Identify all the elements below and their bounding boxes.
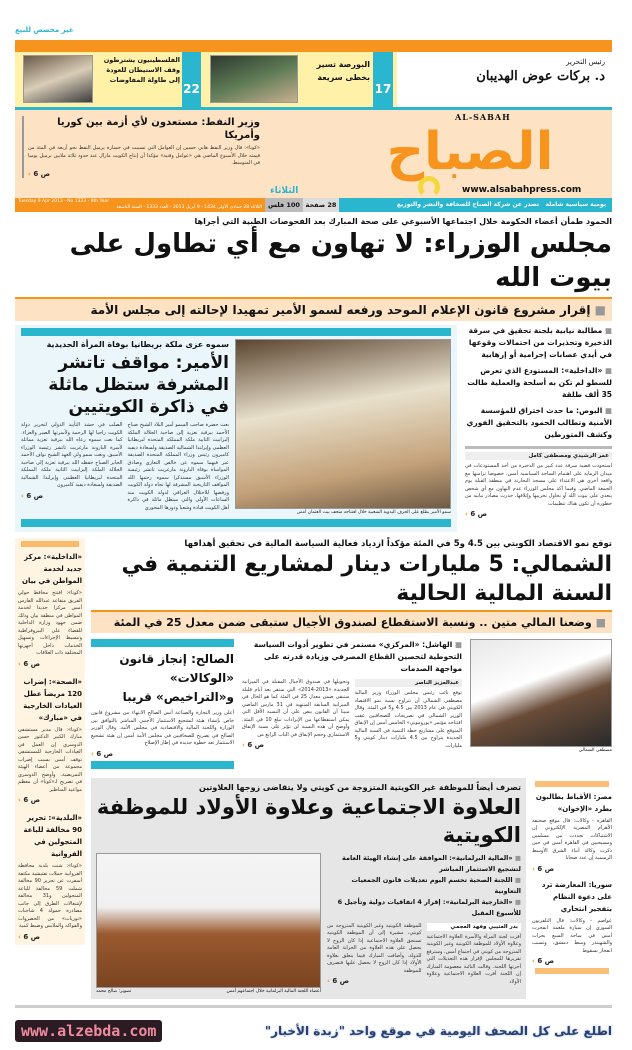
editor-name: د. بركات عوض الهديبان — [476, 69, 605, 84]
committee-photo-block — [96, 853, 321, 995]
hashel-headline[interactable]: ■ الهاشل: «المركزي» مستمر في تطوير أدوات السياسة التحوطية لتحصين القطاع المصرفي وزيادة قدرته على مواجهة الصدمات — [242, 639, 462, 675]
tagline-strip — [339, 198, 612, 212]
allowance-body-col1: أقرت لجنة المرأة والأسرة العلاوة الاجتماعية وعلاوة الأولاد للموظفة الكويتية وغير الكويتية المتزوجة من كويتي في اجتماع أمس، وسترفع تقريرها للمجلس لإقرار هذه التعديلات التي أجرتها اللجنة. وقالت النائبة معصومة المبارك إن اللجنة أقرت العلاوة الاجتماعية وعلاوة الأولاد — [426, 933, 521, 985]
economy-body-col2: وتحويلها في صندوق الأجيال المقبلة في الميزانية الجديدة «2013-2014» التي ستقر بعد أيام قليلة ستبقى ضمن معدل 25 في المئة كما هو الحال في الميزانية السابقة المنتهية في 31 مارس الماضي مبينا أن القانون ينص على أن النسبة الأقل التي يمكن استقطاعها من الإيرادات تبلغ 10 في المئة. وأوضح أن هذه النسبة لن تؤثر على نسبة الإنفاق الاستثماري وحجم الإنفاق في الباب الرابع من — [242, 679, 350, 738]
ammo-byline: عمر الرشيدي ومصطفى كامل — [465, 452, 612, 460]
amir-body-col1: بعث حضرة صاحب السمو أمير البلاد الشيخ صباح الأحمد ببرقية تعزية إلى صاحبة الجلالة الملكة إليزابيث الثانية ملكة المملكة المتحدة لبريطانيا العظمى وإيرلندا الشمالية الصديقة ولسعادة ديفيد كاميرون رئيس وزراء المملكة المتحدة الصديقة عبر فيهما سموه عن خالص التعازي وصادق المواساة بوفاة البارونة مارغريت تاتشر رئيسة الوزراء الأسبق مستذكرا سموه رحمها الله المواقف التاريخية المشرفة لها تجاه دولة الكويت ورفضها للاحتلال العراقي لدولة الكويت منذ الساعات الأولى والتي ستظل ماثلة في ذاكرة أهل الكويت قيادة وشعبا ودورها المحوري — [127, 422, 229, 511]
date-arabic: الثلاثاء 28 جمادى الأولى 1434 - 9 أبريل 2013 - العدد 1333 - السنة التاسعة — [116, 205, 262, 210]
shamali-caption: مصطفى الشمالي — [578, 748, 612, 753]
allowance-body-col2: للموظفة الكويتية وغير الكويتية المتزوجة من كويتي، مشيرة إلى أن الموظفة الكويتية تستحق العلاوة الاجتماعية إذا كان الزوج لا يحصل على هذه العلاوة من الخزانة العامة للدولة. وأضافت المبارك فيما يتعلق بعلاوة الأولاد إذا كان الزوج لا يحصل عليها فتصرف للموظفة — [327, 922, 422, 974]
brief-title: مصر: الأقباط يطالبون بطرد «الإخوان» — [535, 792, 612, 813]
economy-kicker: توقع نمو الاقتصاد الكويتي بين 4.5 و5 في المئة مؤكداً ازدياد فعالية السياسة المالية في تحقيق أهدافها — [184, 539, 612, 549]
lead-kicker: الحمود طمأن أعضاء الحكومة خلال اجتماعها الأسبوعي على صحة المبارك بعد الفحوصات الطبية التي أجراها — [194, 217, 612, 226]
bullet-item[interactable]: ■ «الداخلية»: المستودع الذي تعرض للسطو لم تكن به أسلحة والعملية طالت 35 ألف طلقة — [465, 365, 612, 401]
teaser-page-number: 17 — [373, 52, 393, 107]
bullet-item[interactable]: ■ البوص: ما حدث اختراق للمؤسسة الأمنية وتطالب الحمود بالتحقيق الفوري وكشف المتورطين — [465, 405, 612, 441]
orange-tab — [535, 781, 609, 787]
allowance-col2-wrap — [327, 923, 422, 986]
oil-story[interactable] — [22, 116, 260, 178]
brief-body: «كونا»: شنت بلدية محافظة الفروانية حملات تفتيشية مكثفة أسفرت عن تحرير 90 مخالفة شملت 59 مخالفة للباعة المتجولين و31 مخالفة لإشغالات الطرق إلى جانب مصادرة حمولة 4 شاحنات «نوريات» من الخضروات والفواكه والملابس وضبط كمية — [18, 863, 82, 929]
amir-body-columns — [21, 422, 229, 512]
oil-headline: وزير النفط: مستعدون لأي أزمة بين كوريا وأمريكا — [57, 117, 260, 141]
bourse-photo — [210, 55, 298, 103]
teal-bar — [21, 328, 451, 336]
left-column — [15, 538, 85, 945]
price: 100 فلس — [265, 198, 303, 212]
more-link[interactable]: ص 6 › — [327, 977, 422, 985]
weekday: الثلاثاء — [270, 186, 299, 196]
brief-title: سوريا: المعارضة ترد على دعوة النظام بتفجير انتحاري — [541, 880, 612, 913]
allowance-kicker: تصرف أيضاً للموظفة غير الكويتية المتزوجة من كويتي ولا يتقاضى زوجها العلاوتين — [198, 782, 521, 792]
footer-promo: اطلع على كل الصحف اليومية في موقع واحد "زبدة الأخبار" — [264, 1023, 612, 1038]
top-orange-bar — [15, 40, 612, 52]
economy-body-col1: توقع نائب رئيس مجلس الوزراء وزير المالية مصطفى الشمالي أن تتراوح نسبة نمو الاقتصاد الكويتي في عام 2013 بين 4.5 و5 في المئة. وقال الوزير الشمالي في تصريحات للصحافيين عقب افتتاحه مؤتمر «يوروموني» الخامس أمس إن الإنفاق المتوقع على مشاريع خطة التنمية في السنة المالية الجديدة يتراوح بين 4.5 مليارات دينار كويتي و5 مليارات. — [354, 690, 462, 749]
ammo-column — [465, 325, 612, 518]
divider — [465, 446, 612, 449]
amir-photo-block — [235, 339, 451, 516]
amir-photo — [235, 339, 451, 509]
not-for-sale-label: غير مخصص للبيع — [15, 26, 74, 34]
right-brief[interactable] — [532, 791, 612, 873]
brief-body: عواصم - وكالات: قال التلفزيون السوري إن سيارة ملغمة انفجرت أمس في ساحة السبع بحرات والشهبندر وسط دمشق، وتسبب انفجار بسقوط — [532, 917, 612, 954]
orange-tab — [21, 541, 79, 547]
left-brief[interactable] — [18, 812, 82, 941]
lead-headline[interactable]: مجلس الوزراء: لا تهاون مع أي تطاول على بيوت الله — [69, 229, 612, 293]
committee-caption: أعضاء اللجنة المالية البرلمانية خلال اجتماعهم أمس — [226, 988, 321, 994]
publisher: تصدر عن شركة الصباح للصحافة والنشر والتوزيع — [396, 201, 540, 208]
footer-divider — [15, 1005, 612, 1008]
bullet-item[interactable]: ■ اللجنة الصحية تحسم اليوم تعديلات قانون الجمعيات التعاونية — [327, 875, 521, 897]
page-count: 28 صفحة — [303, 198, 339, 212]
left-brief[interactable] — [18, 551, 82, 668]
editor-in-chief — [420, 58, 605, 84]
lower-main — [91, 538, 612, 999]
brief-title: «البلدية»: تحرير 90 مخالفة للباعة المتجولين في الفروانية — [23, 814, 82, 858]
brief-body: «كونا»: قال مدير مستشفى مبارك الكبير الدكتور حسن الدوسري إن العمل في العيادات الخارجية للمستشفى توقف أمس بسبب إضراب مجموعة من أعضاء الهيئة التمريضية. وأوضح الدوسري في تصريح لـ«كونا» أن معظم مواعيد المناظير — [18, 726, 82, 793]
allowance-section — [91, 778, 526, 999]
date-strip — [15, 198, 265, 212]
more-link[interactable]: ص 6 › — [21, 492, 123, 500]
more-link[interactable]: ص 6 › — [532, 957, 612, 965]
teaser-title: البورصة تسير بخطى سريعة — [316, 60, 370, 82]
amir-col2-wrap — [21, 422, 123, 500]
sun-logo-icon — [418, 176, 440, 198]
more-link[interactable]: ص 6 › — [28, 170, 260, 178]
saleh-body: أعلن وزير التجارة والصناعة أنس الصالح الانتهاء من مشروع قانون خاص بإنشاء هيئة لتشجيع الاستثمار الأجنبي المباشر بالتوافق بين الوزارة واللجنة المالية والاقتصادية في مجلس الأمة. وقال الوزير الصالح في تصريح للصحافيين في مجلس الأمة أمس إن هيئة تشجيع الاستثمار تعد خطوة جديدة في إطار الإصلاح — [91, 710, 234, 746]
ammo-body: استحوذت قضية سرقة عدد كبير من الذخيرة من أحد المستودعات في ميدان الرماية على اهتمام الساحة السياسية أمس، خصوصا تزامنها مع واقعة أخرى هي الاعتداء على مسجد البحارنة في منطقة القبلة يوم الجمعة الماضي. وفيما أكد مجلس الوزراء عدم التهاون مع أي شخص يتعدى على بيوت الله أو يحاول تخريبها وإتلافها، حذرت مصادر نيابية من خطورة أن تكون هناك تنظيمات — [465, 463, 612, 507]
bullet-item[interactable]: ■ «المالية البرلمانية»: الموافقة على إنشاء الهيئة العامة لتشجيع الاستثمار المباشر — [327, 853, 521, 875]
brief-body: «كونا»: افتتح محافظ حولي الفريق متقاعد عبدالله الفارس أمس مركزا جديدا لخدمة المواطن في منطقة بيان وذلك ضمن جهود وزارة الداخلية للقضاء على البيروقراطية وتبسيط الإجراءات وتسهيل الخدمات داخل أجهزتها المختلفة ذات العلاقات — [18, 590, 82, 656]
footer-site-link[interactable]: www.alzebda.com — [15, 1020, 162, 1042]
economy-byline: عبدالعزيز الناصر — [355, 679, 463, 687]
more-link[interactable]: ص 6 › — [18, 933, 82, 941]
lower-row — [15, 538, 612, 999]
allowance-headline[interactable]: العلاوة الاجتماعية وعلاوة الأولاد للموظفة الكويتية — [96, 794, 521, 847]
oil-body: «كونا»: قال وزير النفط هاني حسين إن العوامل التي تسببت في خسارة برميل النفط نحو أربعة في المئة من قيمته خلال الأسبوع الماضي هي «عوامل وقتية» مؤكدا أن إنتاج الكويت مازال عند حدود ثلاثة ملايين برميل يوميا في المتوسط. — [28, 145, 260, 166]
orange-tab — [535, 968, 609, 974]
economy-row — [91, 639, 612, 772]
logo-latin: AL-SABAH — [455, 112, 511, 122]
economy-body-columns — [242, 679, 462, 750]
teaser-title: الفلسطينيون يشترطون وقف الاستيطان للعودة إلى طاولة المفاوضات — [103, 56, 180, 84]
amir-section — [15, 325, 457, 532]
amir-headline: الأمير: مواقف تاتشر المشرفة ستظل ماثلة في ذاكرة الكويتيين — [48, 353, 229, 417]
more-link[interactable]: ص 6 › — [18, 796, 82, 804]
amir-row — [15, 325, 612, 532]
amir-photo-caption: سمو الأمير يطلع على الحرف اليدوية الشعبية خلال افتتاحه متحف بيت العثمان أمس — [296, 510, 451, 515]
more-link[interactable]: ص 6 › — [532, 865, 612, 873]
tagline: يومية سياسية شاملة — [545, 201, 606, 208]
brief-title: «الصحة»: إضراب 120 مريضاً عطل العيادات الخارجية في «مبارك» — [23, 677, 82, 722]
allowance-byline: بدر العتيبي وفهد العجمي — [427, 923, 522, 931]
saleh-story[interactable] — [91, 639, 234, 772]
amir-inner — [21, 339, 451, 516]
amir-body-col2: الصلب في حشد التأييد الدولي لتحرير دولة الكويت راجيا لها الرحمة ولأسرتها الصبر والعزاء. كما بعث سموه رعاه الله ببرقية تعزية مماثلة لأسرة البارونة مارغريت تاتشر رئيسة الوزراء الأسبق. وبعث سمو ولي العهد الشيخ نواف الأحمد الجابر الصباح حفظه الله ببرقية تعزية إلى صاحبة الجلالة الملكة إليزابيث الثانية ملكة المملكة المتحدة لبريطانيا العظمى وإيرلندا الشمالية الصديقة ولسعادة ديفيد كاميرون — [21, 422, 123, 488]
newspaper-logo: الصباح — [386, 122, 554, 182]
amir-kicker: سموه عزى ملكة بريطانيا بوفاة المرأة الحديدية — [46, 340, 229, 349]
footer — [15, 1020, 612, 1042]
teal-bar — [91, 639, 234, 647]
brief-title: «الداخلية»: مركز جديد لخدمة المواطن في بيان — [21, 553, 82, 585]
teal-bar — [91, 761, 234, 769]
saleh-headline: الصالح: إنجاز قانون «الوكالات» و«التراخيص» قريبا — [119, 652, 234, 704]
teaser-bourse[interactable] — [200, 52, 395, 107]
more-link[interactable]: ص 6 › — [91, 750, 234, 758]
allowance-inner — [96, 853, 521, 995]
right-brief[interactable] — [532, 879, 612, 966]
economy-col1-wrap — [355, 679, 463, 750]
teal-bar — [21, 519, 451, 527]
more-link[interactable]: ص 6 › — [18, 660, 82, 668]
photo-credit: تصوير: صالح محمد — [96, 988, 132, 994]
more-link[interactable]: ص 6 › — [242, 741, 350, 749]
shamali-photo-block — [470, 639, 612, 754]
economy-headline[interactable]: الشمالي: 5 مليارات دينار لمشاريع التنمية في السنة المالية الحالية — [121, 552, 612, 606]
bullet-item[interactable]: ■ «الخارجية البرلمانية»: إقرار 4 اتفاقيات دولية وتأجيل 6 للأسبوع المقبل — [327, 897, 521, 919]
allowance-text — [327, 853, 521, 987]
amir-story[interactable] — [21, 339, 229, 512]
palestinians-photo — [23, 55, 93, 103]
committee-photo — [96, 853, 321, 988]
brief-body: القاهرة - وكالات: قال موقع صحيفة الأهرام المصرية الإلكتروني إن الاشتباكات تجددت بين مسلمين ومسيحيين في القاهرة أمس في حين ذكرت وكالة أنباء الشرق الأوسط الرسمية إن عدد ضحايا — [532, 817, 612, 861]
allowance-col1-wrap — [427, 923, 522, 987]
editor-label: رئيس التحرير — [566, 58, 605, 66]
teaser-page-number: 22 — [182, 52, 201, 107]
bullet-item[interactable]: ■ مطالبة نيابية بلجنة تحقيق في سرقة الذخيرة وتحذيرات من احتمالات وقوعها في أيدي عصابات إجرامية أو إرهابية — [465, 325, 612, 361]
allowance-body-columns — [327, 923, 521, 987]
page-body — [15, 214, 612, 1050]
website-link[interactable]: www.alsabahpress.com — [462, 185, 582, 195]
economy-subhead: ■ وضعنا المالي متين .. ونسبة الاستقطاع لصندوق الأجيال ستبقى ضمن معدل 25 في المئة — [91, 612, 612, 633]
committee-caption-row — [96, 988, 321, 995]
lead-subhead: ■ إقرار مشروع قانون الإعلام الموحد ورفعه لسمو الأمير تمهيدا لإحالته إلى مجلس الأمة — [15, 299, 612, 321]
economy-story[interactable] — [242, 639, 462, 750]
economy-col2-wrap — [242, 679, 350, 749]
date-latin: Tuesday 9 Apr 2013 - No 1333 - 9th Year — [18, 199, 110, 204]
shamali-photo — [470, 639, 612, 747]
right-column — [532, 778, 612, 979]
more-link[interactable]: ص 6 › — [465, 510, 612, 518]
left-brief[interactable] — [18, 676, 82, 805]
teaser-palestinians[interactable] — [15, 52, 200, 107]
allowance-row — [91, 778, 612, 999]
